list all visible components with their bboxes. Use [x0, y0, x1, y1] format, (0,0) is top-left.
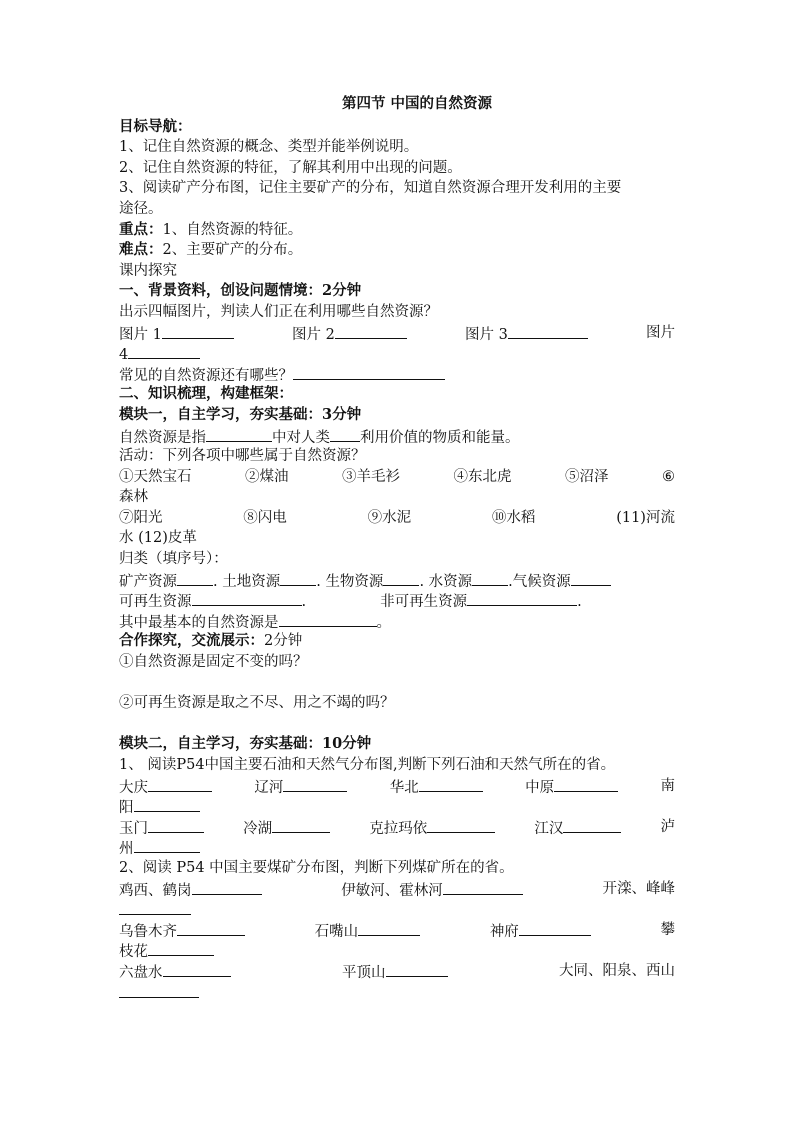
definition-a: 自然资源是指 [119, 429, 206, 446]
resource-item: ⑨水泥 [367, 509, 412, 526]
oilfield-wrap [119, 796, 675, 817]
picture-2-item [292, 323, 407, 344]
oilfield-blank[interactable] [272, 817, 330, 833]
definition-blank-1[interactable] [206, 426, 272, 442]
coalfield-label: 石嘴山 [314, 923, 359, 940]
resource-item: ⑥ [662, 468, 675, 485]
coalfield-blank[interactable] [519, 920, 591, 936]
common-resources [119, 364, 675, 385]
oilfield-label: 南 [660, 777, 675, 794]
oilfield-item [525, 776, 618, 797]
difficult-text: 2、主要矿产的分布。 [162, 242, 303, 259]
definition-b: 中对人类 [272, 429, 330, 446]
goal-item: 途径。 [119, 200, 163, 217]
land-label: 土地资源 [222, 573, 281, 590]
coop-question-2: ②可再生资源是取之不尽、用之不竭的吗？ [119, 695, 395, 712]
picture-4-number: 4 [119, 347, 129, 364]
key-text: 1、自然资源的特征。 [162, 221, 303, 238]
resource-item: ②煤油 [245, 468, 289, 485]
definition-blank-2[interactable] [330, 426, 360, 442]
resource-item: (11)河流 [616, 509, 675, 526]
oilfield-label: 中原 [525, 779, 555, 796]
coop-title: 合作探究，交流展示： [119, 632, 264, 650]
coalfield-label: 鸡西、鹤岗 [119, 882, 192, 899]
oilfield-label: 华北 [389, 779, 419, 796]
oil-question: 1、 阅读P54中国主要石油和天然气分布图,判断下列石油和天然气所在的省。 [119, 757, 616, 773]
module2-title: 模块二，自主学习，夯实基础： [119, 735, 322, 753]
module2-time: 10分钟 [322, 735, 372, 753]
common-blank[interactable] [293, 364, 445, 380]
worksheet-page [119, 94, 675, 1002]
coalfield-item [119, 961, 231, 982]
module1-time: 3分钟 [322, 405, 362, 423]
coalfield-label: 大同、阳泉、西山 [559, 962, 675, 979]
nonrenewable-blank[interactable] [467, 590, 577, 606]
coalfield-label: 神府 [489, 923, 519, 940]
coalfield-label: 开滦、峰峰 [602, 880, 675, 897]
coalfield-label: 六盘水 [119, 964, 163, 981]
oilfield-wrap [119, 837, 675, 858]
resource-item: ⑦阳光 [119, 509, 163, 526]
resource-items-row-1 [119, 467, 675, 488]
coalfield-wrap [119, 899, 675, 920]
coalfield-blank[interactable] [119, 899, 191, 915]
coalfield-blank[interactable] [177, 920, 245, 936]
mineral-blank[interactable] [177, 570, 213, 586]
nonrenewable-label: 非可再生资源 [380, 594, 468, 611]
coalfield-wrap [119, 982, 675, 1003]
water-blank[interactable] [472, 570, 508, 586]
activity-prompt: 活动：下列各项中哪些属于自然资源？ [119, 448, 366, 465]
resource-item: ⑩水稻 [491, 509, 536, 526]
oilfield-label: 冷湖 [243, 820, 273, 837]
oilfield-label: 克拉玛依 [369, 820, 428, 837]
water-label: 水资源 [428, 573, 473, 590]
goal-item: 3、阅读矿产分布图，记住主要矿产的分布，知道自然资源合理开发利用的主要 [119, 180, 622, 197]
coalfield-label: 枝花 [119, 944, 148, 961]
picture-2-blank[interactable] [335, 323, 407, 339]
difficult-point [119, 240, 675, 261]
module1-title: 模块一，自主学习，夯实基础： [119, 405, 322, 423]
coop-time: 2分钟 [264, 633, 303, 650]
explore-label: 课内探究 [119, 262, 177, 279]
coop-heading [119, 631, 675, 652]
coalfield-item [490, 920, 591, 941]
oilfield-label: 州 [119, 841, 134, 858]
basic-a: 其中最基本的自然资源是 [119, 614, 279, 631]
section2-heading: 二、知识梳理，构建框架： [119, 385, 293, 403]
picture-3-blank[interactable] [508, 323, 588, 339]
oilfield-item [243, 817, 330, 838]
coalfield-label: 平顶山 [342, 964, 386, 981]
oilfield-label: 辽河 [254, 779, 284, 796]
oilfield-label: 阳 [119, 800, 134, 817]
coalfield-blank[interactable] [386, 961, 448, 977]
definition-c: 利用价值的物质和能量。 [360, 429, 520, 446]
picture-1-item [119, 323, 234, 344]
coop-question-1: ①自然资源是固定不变的吗？ [119, 654, 308, 671]
oilfield-item [119, 776, 212, 797]
oilfield-blank[interactable] [554, 776, 618, 792]
section1-heading [119, 281, 675, 302]
oil-row-1 [119, 776, 675, 797]
oilfield-label: 泸 [660, 818, 675, 835]
resource-items-row-2 [119, 508, 675, 529]
module1-heading [119, 405, 675, 426]
picture-4-blank[interactable] [128, 343, 200, 359]
oilfield-item [119, 817, 204, 838]
picture-2-label: 图片 2 [292, 326, 335, 343]
oilfield-item [390, 776, 483, 797]
coalfield-wrap [119, 940, 675, 961]
mineral-label: 矿产资源 [119, 573, 177, 590]
oilfield-label: 江汉 [534, 820, 564, 837]
common-question: 常见的自然资源还有哪些？ [119, 367, 293, 384]
picture-row [119, 323, 675, 344]
oilfield-blank[interactable] [134, 837, 200, 853]
coalfield-blank[interactable] [443, 879, 523, 895]
resource-item: ③羊毛衫 [342, 468, 400, 485]
oilfield-label: 大庆 [119, 779, 148, 796]
coalfield-blank[interactable] [119, 982, 199, 998]
resource-item: ④东北虎 [453, 468, 512, 485]
coalfield-blank[interactable] [192, 879, 262, 895]
resource-item: ①天然宝石 [119, 468, 192, 485]
picture-1-label: 图片 1 [119, 326, 162, 343]
key-point [119, 220, 675, 241]
oil-row-2 [119, 817, 675, 838]
oilfield-blank[interactable] [148, 776, 212, 792]
oilfield-label: 玉门 [119, 820, 148, 837]
coal-row-1 [119, 879, 675, 900]
resource-item-wrap: 森林 [119, 489, 148, 506]
climate-blank[interactable] [571, 570, 611, 586]
coalfield-blank[interactable] [148, 940, 214, 956]
coalfield-item [315, 920, 421, 941]
climate-label: 气候资源 [512, 573, 571, 590]
oilfield-item [534, 817, 621, 838]
basic-b: 。 [376, 614, 391, 631]
picture-1-blank[interactable] [162, 323, 234, 339]
classify-label: 归类（填序号）： [119, 551, 228, 568]
resource-item-wrap: 水 (12)皮革 [119, 530, 197, 547]
module2-heading [119, 734, 675, 755]
coalfield-label: 伊敏河、霍林河 [341, 882, 443, 899]
section1-prompt: 出示四幅图片，判读人们正在利用哪些自然资源？ [119, 303, 438, 320]
goals-heading: 目标导航： [119, 117, 192, 135]
coal-row-3 [119, 961, 675, 982]
coalfield-item [119, 920, 245, 941]
goal-item: 2、记住自然资源的特征，了解其利用中出现的问题。 [119, 159, 462, 176]
renewable-blank[interactable] [192, 590, 302, 606]
picture-3-label: 图片 3 [465, 326, 508, 343]
renewable-label: 可再生资源 [119, 594, 192, 611]
bio-label: 生物资源 [325, 573, 384, 590]
coalfield-label: 乌鲁木齐 [119, 923, 177, 940]
renewable-row: 可再生资源 . 非可再生资源 . [119, 590, 675, 611]
basic-blank[interactable] [279, 611, 377, 627]
land-blank[interactable] [280, 570, 316, 586]
difficult-label: 难点： [119, 241, 163, 259]
resource-item: ⑤沼泽 [565, 468, 609, 485]
coalfield-blank[interactable] [358, 920, 420, 936]
section1-title: 一、背景资料，创设问题情境： [119, 282, 322, 300]
coal-row-2 [119, 920, 675, 941]
page-title: 第四节 中国的自然资源 [341, 95, 493, 112]
coalfield-item [342, 961, 448, 982]
oilfield-blank[interactable] [283, 776, 347, 792]
coal-question: 2、阅读 P54 中国主要煤矿分布图，判断下列煤矿所在的省。 [119, 859, 514, 876]
resource-item: ⑧闪电 [243, 509, 287, 526]
definition-line [119, 426, 675, 447]
coalfield-label: 攀 [660, 921, 675, 938]
oilfield-blank[interactable] [427, 817, 495, 833]
coalfield-item [119, 879, 262, 900]
goal-item: 1、记住自然资源的概念、类型并能举例说明。 [119, 139, 419, 156]
oilfield-blank[interactable] [563, 817, 621, 833]
coalfield-item [341, 879, 523, 900]
picture-3-item [465, 323, 588, 344]
oilfield-blank[interactable] [134, 796, 200, 812]
picture-4-label: 图片 [646, 324, 675, 341]
oilfield-blank[interactable] [419, 776, 483, 792]
coalfield-blank[interactable] [163, 961, 231, 977]
bio-blank[interactable] [383, 570, 419, 586]
picture-4-wrap [119, 343, 675, 364]
key-label: 重点： [119, 220, 163, 238]
oilfield-blank[interactable] [148, 817, 204, 833]
oilfield-item [254, 776, 347, 797]
oilfield-item [369, 817, 495, 838]
section1-time: 2分钟 [322, 282, 362, 300]
classify-row: 矿产资源 . 土地资源 . 生物资源 . 水资源 .气候资源 [119, 570, 675, 591]
basic-resource-line [119, 611, 675, 632]
